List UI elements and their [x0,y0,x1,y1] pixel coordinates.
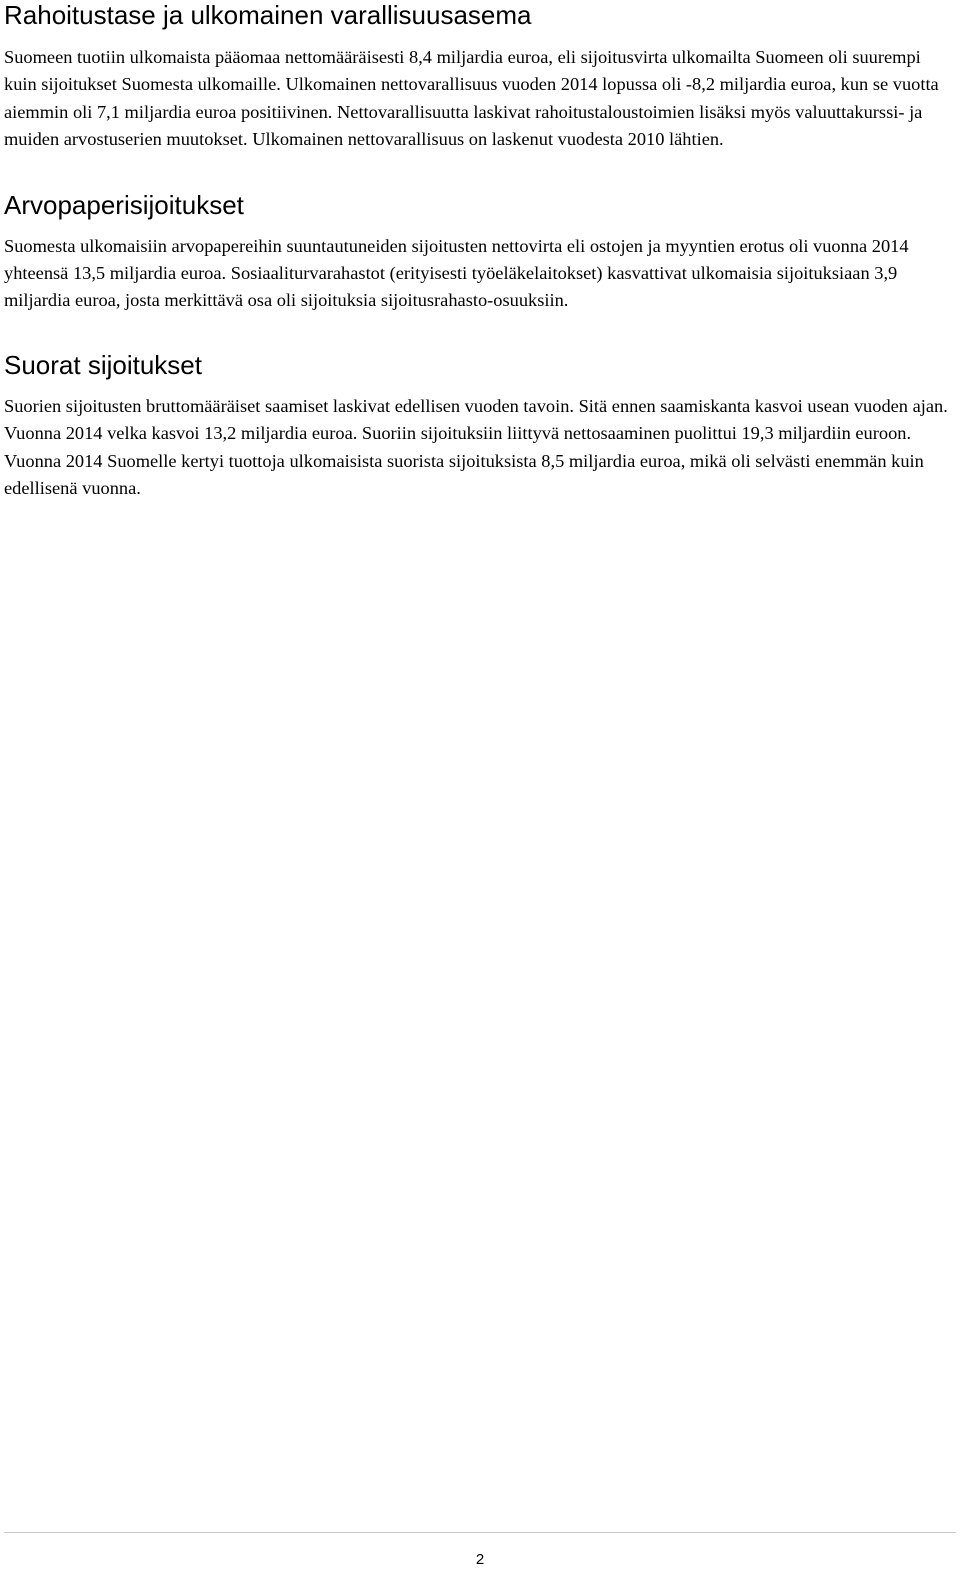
section-heading-rahoitustase: Rahoitustase ja ulkomainen varallisuusasema [4,0,532,30]
section-arvopaperisijoitukset [4,190,956,315]
page-content [4,0,956,502]
section-heading-suorat-sijoitukset: Suorat sijoitukset [4,349,202,380]
section-paragraph-rahoitustase: Suomeen tuotiin ulkomaista pääomaa nettomääräisesti 8,4 miljardia euroa, eli sijoitusvirta ulkomailta Suomeen oli suurempi kuin sijoitukset Suomesta ulkomaille. Ulkomainen nettovarallisuus vuoden 2014 lopussa oli -8,2 miljardia euroa, kun se vuotta aiemmin oli 7,1 miljardia euroa positiivinen. Nettovarallisuutta laskivat rahoitustaloustoimien lisäksi myös valuuttakurssi- ja muiden arvostuserien muutokset. Ulkomainen nettovarallisuus on laskenut vuodesta 2010 lähtien. [4,47,939,150]
section-paragraph-arvopaperisijoitukset: Suomesta ulkomaisiin arvopapereihin suuntautuneiden sijoitusten nettovirta eli ostojen ja myyntien erotus oli vuonna 2014 yhteensä 13,5 miljardia euroa. Sosiaaliturvarahastot (erityisesti työeläkelaitokset) kasvattivat ulkomaisia sijoituksiaan 3,9 miljardia euroa, josta merkittävä osa oli sijoituksia sijoitusrahasto-osuuksiin. [4,235,909,311]
section-suorat-sijoitukset [4,350,956,503]
footer-divider [4,1532,956,1533]
section-rahoitustase [4,0,956,154]
section-paragraph-suorat-sijoitukset: Suorien sijoitusten bruttomääräiset saamiset laskivat edellisen vuoden tavoin. Sitä ennen saamiskanta kasvoi usean vuoden ajan. Vuonna 2014 velka kasvoi 13,2 miljardia euroa. Suoriin sijoituksiin liittyvä nettosaaminen puolittui 19,3 miljardiin euroon. Vuonna 2014 Suomelle kertyi tuottoja ulkomaisista suorista sijoituksista 8,5 miljardia euroa, mikä oli selvästi enemmän kuin edellisenä vuonna. [4,395,948,499]
section-heading-arvopaperisijoitukset: Arvopaperisijoitukset [4,189,244,220]
page-number: 2 [475,1551,485,1568]
